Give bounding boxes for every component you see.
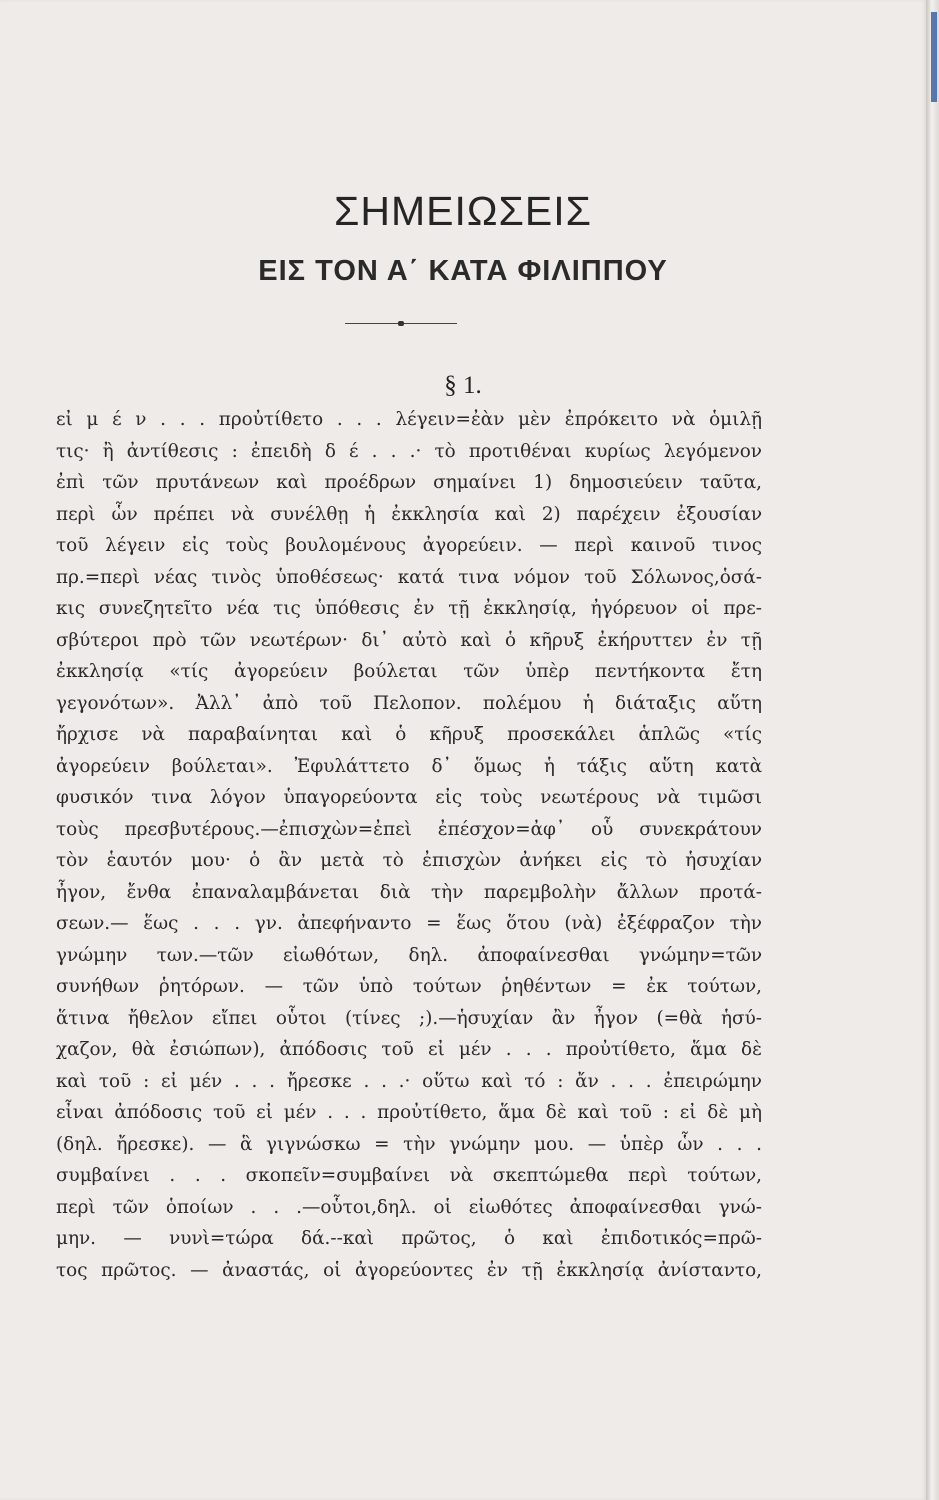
page-edge bbox=[926, 0, 939, 1500]
section-heading: § 1. bbox=[444, 372, 482, 399]
text-line: ἐπὶ τῶν πρυτάνεων καὶ προέδρων σημαίνει 1) δημοσιεύειν ταῦτα, bbox=[56, 472, 762, 494]
text-line: τοῦ λέγειν εἰς τοὺς βουλομένους ἀγορεύειν. — περὶ καινοῦ τινος bbox=[56, 535, 762, 557]
cover-edge-strip bbox=[931, 12, 937, 102]
text-line: καὶ τοῦ : εἰ μέν . . . ἤρεσκε . . .· οὕτω καὶ τό : ἄν . . . ἐπειρώμην bbox=[56, 1070, 762, 1092]
text-line: εἰ μ έ ν . . . προὐτίθετο . . . λέγειν=ἐὰν μὲν ἐπρόκειτο νὰ ὁμιλῇ bbox=[56, 409, 762, 430]
text-line: κις συνεζητεῖτο νέα τις ὑπόθεσις ἐν τῇ ἐκκλησίᾳ, ἠγόρευον οἱ πρε- bbox=[56, 598, 762, 620]
page-title: ΣΗΜΕΙΩΣΕΙΣ bbox=[334, 188, 592, 234]
text-line: τος πρῶτος. — ἀναστάς, οἱ ἀγορεύοντες ἐν τῇ ἐκκλησίᾳ ἀνίσταντο, bbox=[56, 1259, 762, 1281]
text-line: γεγονότων». Ἀλλ᾽ ἀπὸ τοῦ Πελοπον. πολέμου ἡ διάταξις αὕτη bbox=[56, 692, 762, 714]
text-line: σεων.— ἕως . . . γν. ἀπεφήναντο = ἕως ὅτου (νὰ) ἐξέφραζον τὴν bbox=[56, 913, 762, 935]
text-line: τοὺς πρεσβυτέρους.—ἐπισχὼν=ἐπεὶ ἐπέσχον=ἀφ᾽ οὗ συνεκράτουν bbox=[56, 818, 762, 840]
text-line: χαζον, θὰ ἐσιώπων), ἀπόδοσις τοῦ εἰ μέν . . . προὐτίθετο, ἅμα δὲ bbox=[56, 1039, 762, 1061]
text-line: (δηλ. ἤρεσκε). — ἃ γιγνώσκω = τὴν γνώμην μου. — ὑπὲρ ὧν . . . bbox=[56, 1133, 762, 1155]
text-line: εἶναι ἀπόδοσις τοῦ εἰ μέν . . . προὐτίθετο, ἅμα δὲ καὶ τοῦ : εἰ δὲ μὴ bbox=[56, 1102, 762, 1124]
text-line: ἀγορεύειν βούλεται». Ἐφυλάττετο δ᾽ ὅμως ἡ τάξις αὕτη κατὰ bbox=[56, 755, 762, 777]
text-line: συνήθων ῥητόρων. — τῶν ὑπὸ τούτων ῥηθέντων = ἐκ τούτων, bbox=[56, 976, 762, 998]
text-line: ἤρχισε νὰ παραβαίνηται καὶ ὁ κῆρυξ προσεκάλει ἁπλῶς «τίς bbox=[56, 724, 762, 746]
text-line: συμβαίνει . . . σκοπεῖν=συμβαίνει νὰ σκεπτώμεθα περὶ τούτων, bbox=[56, 1165, 762, 1187]
page-subtitle: ΕΙΣ ΤΟΝ Α΄ ΚΑΤΑ ΦΙΛΙΠΠΟΥ bbox=[258, 255, 668, 287]
commentary-text bbox=[56, 404, 762, 1286]
text-line: περὶ τῶν ὁποίων . . .—οὗτοι,δηλ. οἱ εἰωθότες ἀποφαίνεσθαι γνώ- bbox=[56, 1196, 762, 1218]
text-line: ἐκκλησίᾳ «τίς ἀγορεύειν βούλεται τῶν ὑπὲρ πεντήκοντα ἔτη bbox=[56, 661, 762, 683]
text-line: μην. — νυνὶ=τώρα δά.--καὶ πρῶτος, ὁ καὶ ἐπιδοτικός=πρῶ- bbox=[56, 1228, 762, 1250]
text-line: περὶ ὧν πρέπει νὰ συνέλθῃ ἡ ἐκκλησία καὶ 2) παρέχειν ἐξουσίαν bbox=[56, 503, 762, 525]
text-line: φυσικόν τινα λόγον ὑπαγορεύοντα εἰς τοὺς νεωτέρους νὰ τιμῶσι bbox=[56, 787, 762, 809]
divider-ornament-icon bbox=[398, 321, 404, 326]
text-line: σβύτεροι πρὸ τῶν νεωτέρων· δι᾽ αὐτὸ καὶ ὁ κῆρυξ ἐκήρυττεν ἐν τῇ bbox=[56, 629, 762, 651]
text-line: ἅτινα ἤθελον εἴπει οὗτοι (τίνες ;).—ἡσυχίαν ἂν ἦγον (=θὰ ἡσύ- bbox=[56, 1007, 762, 1029]
text-line: τις· ἢ ἀντίθεσις : ἐπειδὴ δ έ . . .· τὸ προτιθέναι κυρίως λεγόμενον bbox=[56, 440, 762, 462]
text-line: πρ.=περὶ νέας τινὸς ὑποθέσεως· κατά τινα νόμον τοῦ Σόλωνος,ὁσά- bbox=[56, 566, 762, 588]
text-line: ἦγον, ἔνθα ἐπαναλαμβάνεται διὰ τὴν παρεμβολὴν ἄλλων προτά- bbox=[56, 881, 762, 903]
text-line: γνώμην των.—τῶν εἰωθότων, δηλ. ἀποφαίνεσθαι γνώμην=τῶν bbox=[56, 944, 762, 966]
text-line: τὸν ἑαυτόν μου· ὁ ἂν μετὰ τὸ ἐπισχὼν ἀνήκει εἰς τὸ ἡσυχίαν bbox=[56, 850, 762, 872]
